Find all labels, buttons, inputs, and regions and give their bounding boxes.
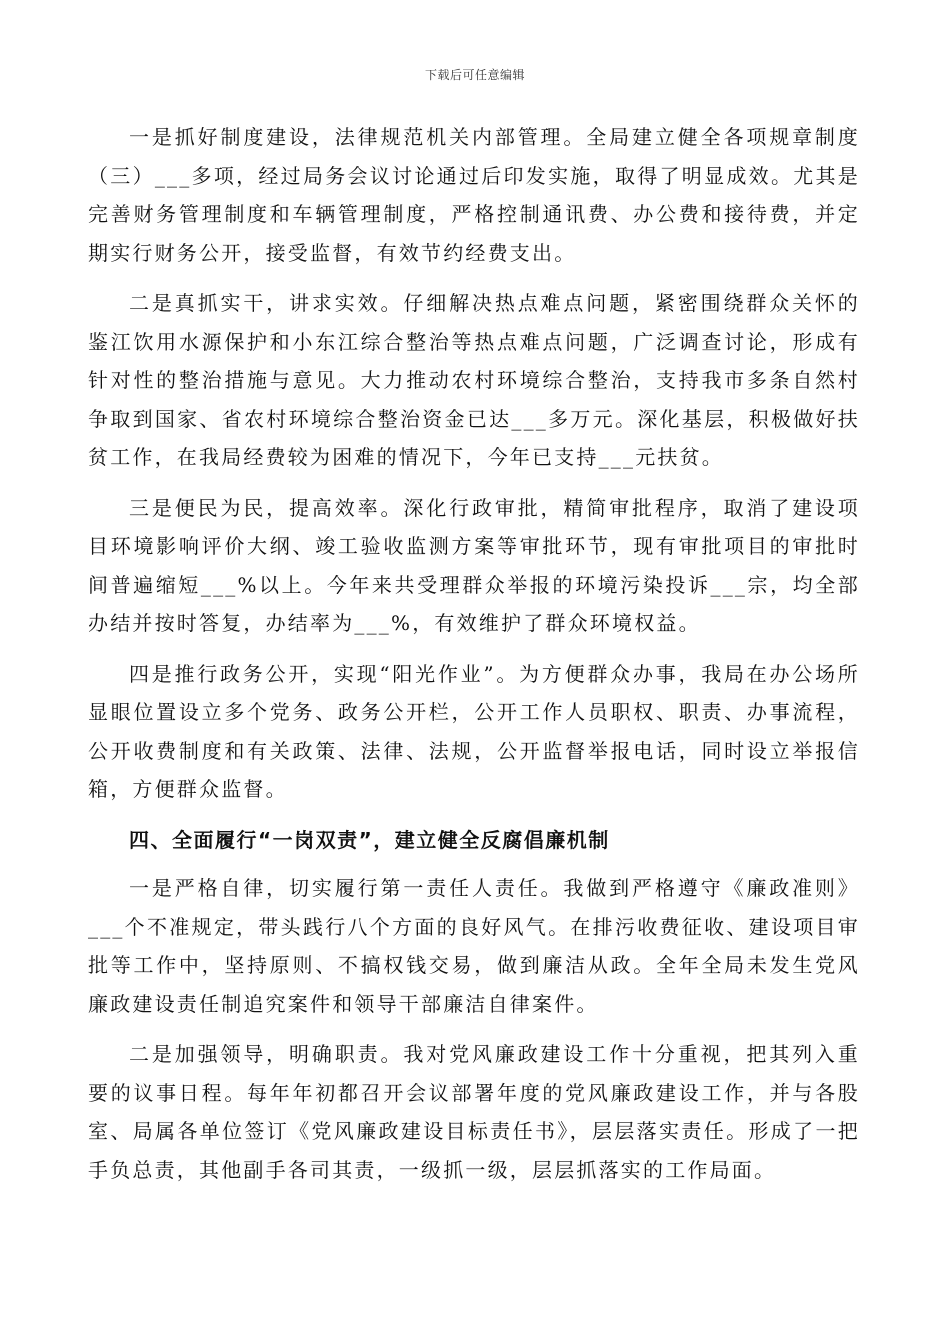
paragraph-leadership-duties: 二是加强领导，明确职责。我对党风廉政建设工作十分重视，把其列入重要的议事日程。每年年初都召开会议部署年度的党风廉政建设工作，并与各股室、局属各单位签订《党风廉政建设目标责任书》，层层落实责任。形成了一把手负总责，其他副手各司其责，一级抓一级，层层抓落实的工作局面。 xyxy=(88,1042,860,1182)
paragraph-open-government: 四是推行政务公开，实现“阳光作业”。为方便群众办事，我局在办公场所显眼位置设立多个党务、政务公开栏，公开工作人员职权、职责、办事流程，公开收费制度和有关政策、法律、法规，公开监督举报电话，同时设立举报信箱，方便群众监督。 xyxy=(88,661,860,801)
document-body xyxy=(88,118,860,1201)
paragraph-self-discipline: 一是严格自律，切实履行第一责任人责任。我做到严格遵守《廉政准则》___个不准规定，带头践行八个方面的良好风气。在排污收费征收、建设项目审批等工作中，坚持原则、不搞权钱交易，做到廉洁从政。全年全局未发生党风廉政建设责任制追究案件和领导干部廉洁自律案件。 xyxy=(88,876,860,1016)
section-heading-four: 四、全面履行“一岗双责”，建立健全反腐倡廉机制 xyxy=(129,827,610,852)
paragraph-convenience-efficiency: 三是便民为民，提高效率。深化行政审批，精简审批程序，取消了建设项目环境影响评价大纲、竣工验收监测方案等审批环节，现有审批项目的审批时间普遍缩短___%以上。今年来共受理群众举报的环境污染投诉___宗，均全部办结并按时答复，办结率为___%，有效维护了群众环境权益。 xyxy=(88,495,860,635)
paragraph-institution-building: 一是抓好制度建设，法律规范机关内部管理。全局建立健全各项规章制度（三）___多项，经过局务会议讨论通过后印发实施，取得了明显成效。尤其是完善财务管理制度和车辆管理制度，严格控制通讯费、办公费和接待费，并定期实行财务公开，接受监督，有效节约经费支出。 xyxy=(88,125,860,265)
paragraph-practical-work: 二是真抓实干，讲求实效。仔细解决热点难点问题，紧密围绕群众关怀的鉴江饮用水源保护和小东江综合整治等热点难点问题，广泛调查讨论，形成有针对性的整治措施与意见。大力推动农村环境综合整治，支持我市多条自然村争取到国家、省农村环境综合整治资金已达___多万元。深化基层，积极做好扶贫工作，在我局经费较为困难的情况下，今年已支持___元扶贫。 xyxy=(88,291,860,469)
header-note: 下载后可任意编辑 xyxy=(424,68,525,82)
